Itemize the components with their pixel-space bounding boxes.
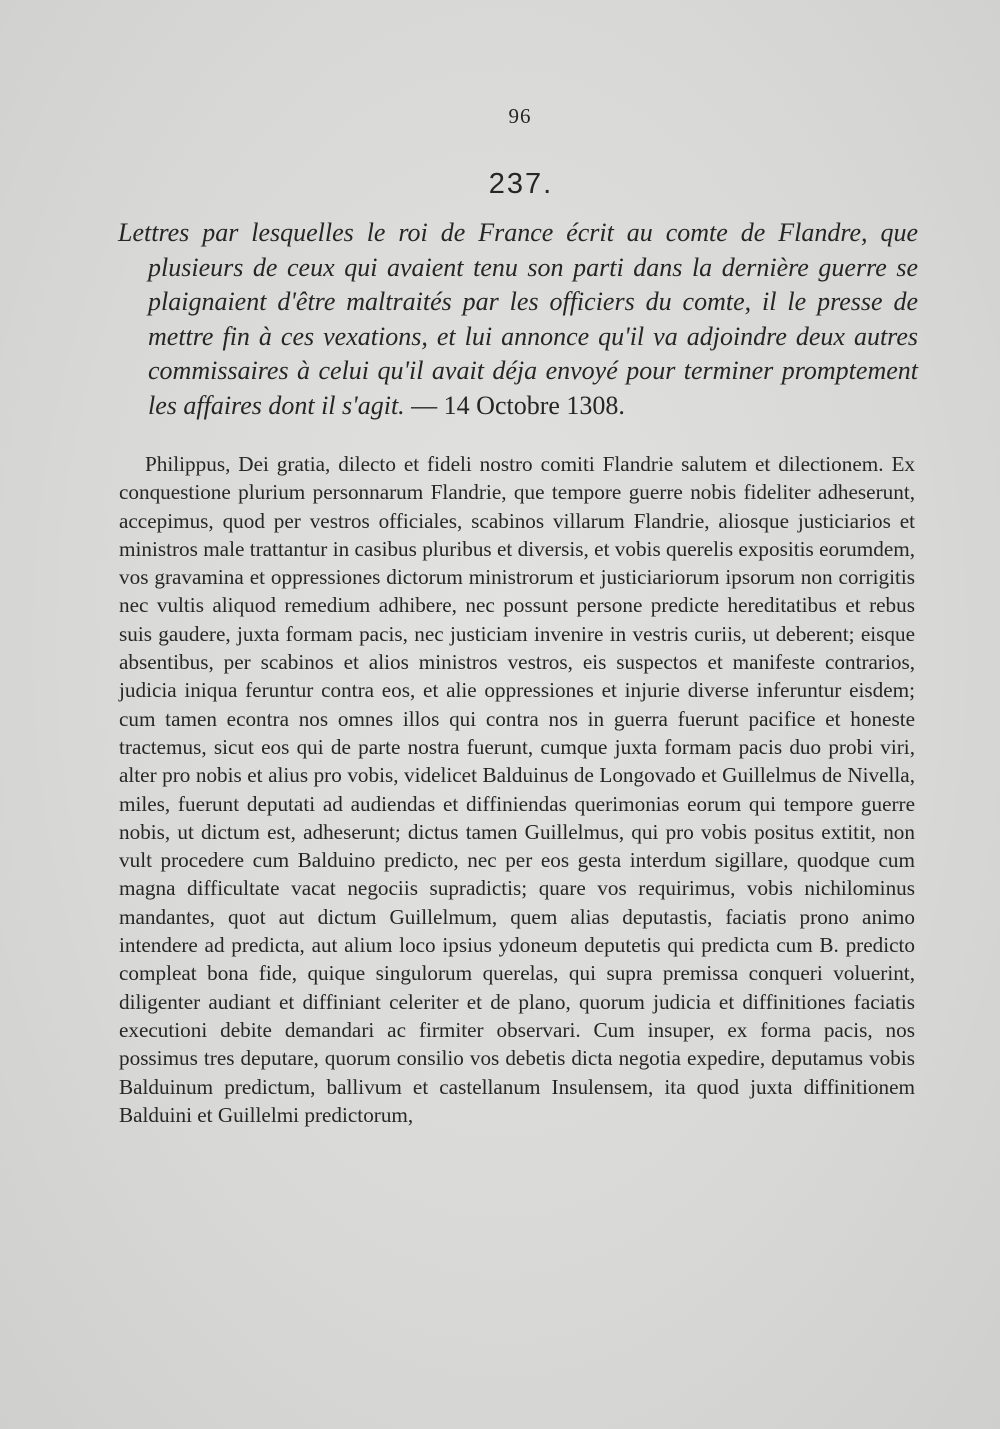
page-number: 96 [508,104,532,128]
document-number: 237. [488,168,554,200]
summary-text: Lettres par lesquelles le roi de France écrit au comte de Flandre, que plusieurs de ceux qui avaient tenu son parti dans la dernière guerre se plaignaient d'être maltraités par les officiers du comte, il le presse de mettre fin à ces vexations, et lui annonce qu'il va adjoindre deux autres commissaires à celui qu'il avait déja envoyé pour terminer promptement les affaires dont il s'agit. [118,218,918,420]
document-body-text: Philippus, Dei gratia, dilecto et fideli nostro comiti Flandrie salutem et dilectionem. Ex conquestione plurium personnarum Flandrie, que tempore guerre nobis fideliter adheserunt, accepimus, quod per vestros officiales, scabinos villarum Flandrie, aliosque justiciarios et ministros male trattantur in casibus pluribus et diversis, et vobis querelis expositis eorumdem, vos gravamina et oppressiones dictorum ministrorum et justiciariorum ipsorum non corrigitis nec vultis aliquod remedium adhibere, nec possunt persone predicte hereditatibus et rebus suis gaudere, juxta formam pacis, nec justiciam invenire in vestris curiis, ut deberent; eisque absentibus, per scabinos et alios ministros vestros, eis suspectos et manifeste contrarios, judicia iniqua feruntur contra eos, et alie oppressiones et injurie diverse inferuntur eisdem; cum tamen econtra nos omnes illos qui contra nos in guerra fuerunt pacifice et honeste tractemus, sicut eos qui de parte nostra fuerunt, cumque juxta formam pacis duo probi viri, alter pro nobis et alius pro vobis, videlicet Balduinus de Longovado et Guillelmus de Nivella, miles, fuerunt deputati ad audiendas et diffiniendas querimonias eorum qui tempore guerre nobis, ut dictum est, adheserunt; dictus tamen Guillelmus, qui pro vobis positus extitit, non vult procedere cum Balduino predicto, nec per eos gesta interdum sigillare, quodque cum magna difficultate vacat negociis supradictis; quare vos requirimus, vobis nichilominus mandantes, quot aut dictum Guillelmum, quem alias deputastis, faciatis prono animo intendere ad predicta, aut alium loco ipsius ydoneum deputetis qui predicta cum B. predicto compleat bona fide, quique singulorum querelas, qui supra premissa conqueri voluerint, diligenter audiant et diffiniant celeriter et de plano, quorum judicia et diffinitiones faciatis executioni debite demandari ac firmiter observari. Cum insuper, ex forma pacis, nos possimus tres deputare, quorum consilio vos debetis dicta negotia expedire, deputamus vobis Balduinum predictum, ballivum et castellanum Insulensem, ita quod juxta diffinitionem Balduini et Guillelmi predictorum, [119,452,915,1127]
document-date: — 14 Octobre 1308. [411,390,625,420]
document-summary [118,216,918,423]
